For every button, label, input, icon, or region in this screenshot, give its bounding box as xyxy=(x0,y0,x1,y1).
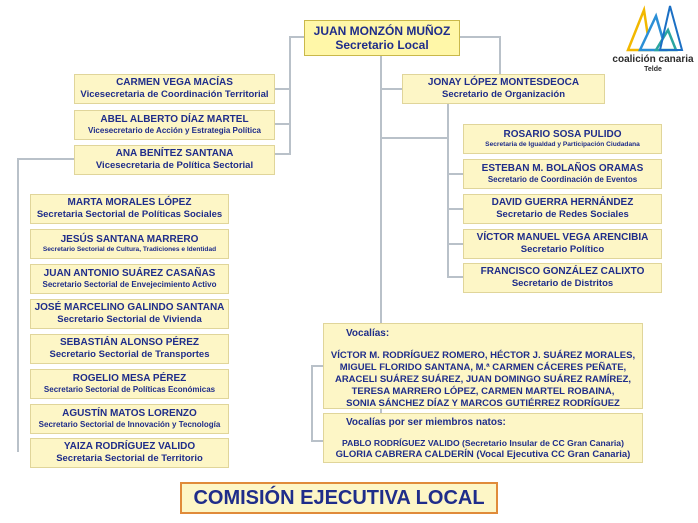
person-role: Secretario Sectorial de Políticas Económicas xyxy=(43,385,216,395)
connector-right-5 xyxy=(447,276,463,278)
connector-right-4 xyxy=(447,243,463,245)
connector-right-3 xyxy=(447,208,463,210)
person-name: DAVID GUERRA HERNÁNDEZ xyxy=(491,197,634,209)
right-box-3 xyxy=(463,194,662,224)
sectorial-box-2 xyxy=(30,229,229,259)
person-role: Secretario Sectorial de Cultura, Tradiciones e Identidad xyxy=(42,246,217,254)
connector-sectorial-spine xyxy=(17,158,19,452)
person-name: AGUSTÍN MATOS LORENZO xyxy=(62,408,197,420)
sectorial-box-8 xyxy=(30,438,229,468)
connector-left-vice-3 xyxy=(275,153,291,155)
person-role: Secretario de Organización xyxy=(441,89,565,101)
logo-mark-icon xyxy=(610,4,696,54)
logo-name: coalición canaria xyxy=(612,54,694,65)
person-role: Secretaria Sectorial de Territorio xyxy=(56,453,203,465)
connector-right-down xyxy=(499,36,501,76)
vocalias-line: TERESA MARRERO LÓPEZ, CARMEN MARTEL ROBAINA, xyxy=(351,386,615,397)
sectorial-box-7 xyxy=(30,404,229,434)
person-role: Vicesecretaria de Política Sectorial xyxy=(95,160,254,172)
person-role: Secretario de Redes Sociales xyxy=(496,209,629,221)
person-name: YAIZA RODRÍGUEZ VALIDO xyxy=(63,441,196,453)
organizacion-box xyxy=(402,74,605,104)
person-role: Secretario de Coordinación de Eventos xyxy=(487,175,638,185)
connector-right-2 xyxy=(447,173,463,175)
vocalias-line: MIGUEL FLORIDO SANTANA, M.ª CARMEN CÁCERES PEÑATE, xyxy=(339,362,627,373)
sectorial-box-5 xyxy=(30,334,229,364)
person-name: JUAN MONZÓN MUÑOZ xyxy=(313,23,451,38)
person-role: Secretario Sectorial de Transportes xyxy=(49,349,210,361)
person-role: Secretario Local xyxy=(335,38,429,52)
person-name: ESTEBAN M. BOLAÑOS ORAMAS xyxy=(481,163,644,175)
sectorial-box-1 xyxy=(30,194,229,224)
person-name: MARTA MORALES LÓPEZ xyxy=(67,197,192,209)
connector-right-spine xyxy=(447,104,449,276)
person-name: ROGELIO MESA PÉREZ xyxy=(72,373,187,385)
natos-line: PABLO RODRÍGUEZ VALIDO (Secretario Insular de CC Gran Canaria) xyxy=(342,438,624,448)
person-name: JONAY LÓPEZ MONTESDEOCA xyxy=(427,77,580,89)
right-box-1 xyxy=(463,124,662,154)
person-role: Secretaria Sectorial de Políticas Sociales xyxy=(36,209,223,221)
person-role: Vicesecretario de Acción y Estrategia Política xyxy=(88,126,261,136)
person-role: Secretario Político xyxy=(520,244,605,256)
right-box-5 xyxy=(463,263,662,293)
person-name: VÍCTOR MANUEL VEGA ARENCIBIA xyxy=(476,232,649,244)
vice-box-2 xyxy=(74,110,275,140)
person-name: FRANCISCO GONZÁLEZ CALIXTO xyxy=(480,266,645,278)
person-role: Secretario Sectorial de Vivienda xyxy=(57,314,202,326)
connector-vocalias-spine xyxy=(311,365,313,442)
sectorial-box-6 xyxy=(30,369,229,399)
page-title: COMISIÓN EJECUTIVA LOCAL xyxy=(180,482,498,514)
person-name: JOSÉ MARCELINO GALINDO SANTANA xyxy=(34,302,225,314)
natos-line: GLORIA CABRERA CALDERÍN (Vocal Ejecutiva CC Gran Canaria) xyxy=(335,449,631,460)
person-name: ROSARIO SOSA PULIDO xyxy=(503,129,622,141)
connector-left-spine xyxy=(289,36,291,154)
vocalias-line: ARACELI SUÁREZ SUÁREZ, JUAN DOMINGO SUÁREZ RAMÍREZ, xyxy=(334,374,632,385)
person-role: Secretario de Distritos xyxy=(511,278,614,290)
person-role: Secretario Sectorial de Innovación y Tecnología xyxy=(38,420,221,430)
connector-top-left xyxy=(289,36,304,38)
connector-left-vice-2 xyxy=(275,123,291,125)
vocalias-line: VÍCTOR M. RODRÍGUEZ ROMERO, HÉCTOR J. SUÁREZ MORALES, xyxy=(330,350,636,361)
sectorial-box-3 xyxy=(30,264,229,294)
person-name: JUAN ANTONIO SUÁREZ CASAÑAS xyxy=(43,268,216,280)
person-role: Secretaria de Igualdad y Participación Ciudadana xyxy=(485,141,640,149)
person-role: Secretario Sectorial de Envejecimiento Activo xyxy=(42,280,217,290)
right-box-2 xyxy=(463,159,662,189)
person-name: ANA BENÍTEZ SANTANA xyxy=(115,148,234,160)
vice-box-1 xyxy=(74,74,275,104)
vocalias-line: SONIA SÁNCHEZ DÍAZ Y MARCOS GUTIÉRREZ RODRÍGUEZ xyxy=(346,398,620,409)
connector-sectorial-top xyxy=(17,158,75,160)
vocalias-box xyxy=(323,323,643,409)
coalicion-canaria-logo xyxy=(610,4,696,76)
secretario-local-box xyxy=(304,20,460,56)
vocalias-header: Vocalías: xyxy=(346,328,390,339)
natos-header: Vocalías por ser miembros natos: xyxy=(346,417,506,428)
connector-top-right xyxy=(460,36,500,38)
logo-place: Telde xyxy=(644,66,662,73)
person-name: CARMEN VEGA MACÍAS xyxy=(116,77,233,89)
sectorial-box-4 xyxy=(30,299,229,329)
connector-center-right xyxy=(380,137,448,139)
natos-box xyxy=(323,413,643,463)
person-role: Vicesecretaria de Coordinación Territorial xyxy=(80,89,269,101)
vice-box-3 xyxy=(74,145,275,175)
person-name: JESÚS SANTANA MARRERO xyxy=(60,234,199,246)
right-box-4 xyxy=(463,229,662,259)
connector-left-vice-1 xyxy=(275,88,291,90)
connector-center-org xyxy=(380,88,402,90)
person-name: SEBASTIÁN ALONSO PÉREZ xyxy=(59,337,200,349)
person-name: ABEL ALBERTO DÍAZ MARTEL xyxy=(100,114,249,126)
